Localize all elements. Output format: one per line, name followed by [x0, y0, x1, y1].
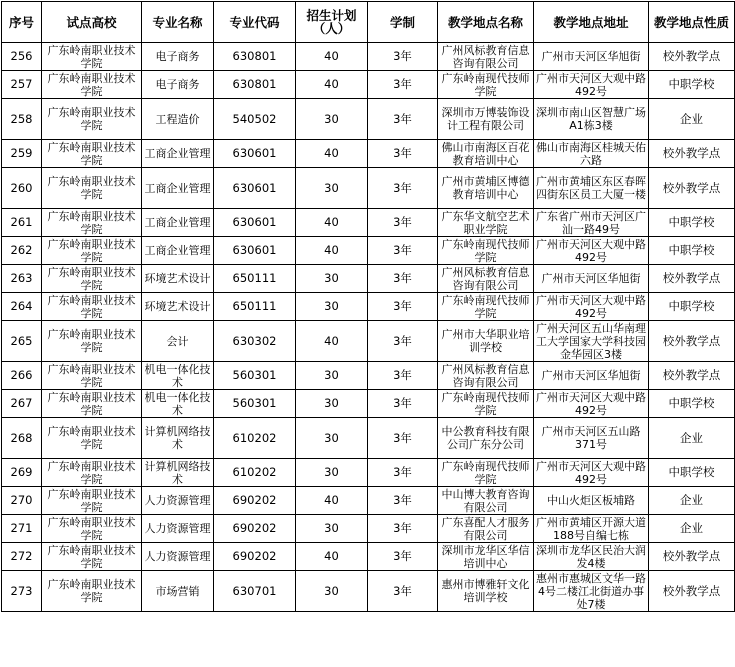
cell-duration: 3年	[368, 71, 438, 99]
cell-major: 人力资源管理	[142, 543, 214, 571]
cell-site-name: 广州市黄埔区博德教育培训中心	[438, 168, 534, 209]
cell-duration: 3年	[368, 515, 438, 543]
cell-major: 工商企业管理	[142, 237, 214, 265]
cell-enrollment-plan: 30	[296, 515, 368, 543]
table-row	[2, 140, 735, 168]
cell-duration: 3年	[368, 99, 438, 140]
cell-site-address: 深圳市南山区智慧广场A1栋3楼	[534, 99, 649, 140]
cell-duration: 3年	[368, 390, 438, 418]
cell-site-name: 广州风标教育信息咨询有限公司	[438, 265, 534, 293]
header-university: 试点高校	[42, 2, 142, 43]
cell-duration: 3年	[368, 418, 438, 459]
cell-site-address: 广州市天河区大观中路492号	[534, 459, 649, 487]
cell-major-code: 610202	[214, 459, 296, 487]
cell-site-address: 广州市黄埔区东区春晖四街东区员工大厦一楼	[534, 168, 649, 209]
cell-major-code: 540502	[214, 99, 296, 140]
cell-enrollment-plan: 30	[296, 459, 368, 487]
cell-site-name: 广东岭南现代技师学院	[438, 71, 534, 99]
cell-site-type: 校外教学点	[649, 168, 735, 209]
header-site-type: 教学地点性质	[649, 2, 735, 43]
program-table	[1, 1, 735, 612]
cell-major-code: 690202	[214, 543, 296, 571]
cell-site-name: 广东华文航空艺术职业学院	[438, 209, 534, 237]
table-row	[2, 209, 735, 237]
cell-enrollment-plan: 40	[296, 209, 368, 237]
cell-major: 机电一体化技术	[142, 362, 214, 390]
cell-major: 电子商务	[142, 43, 214, 71]
cell-site-address: 深圳市龙华区民治大润发4楼	[534, 543, 649, 571]
cell-duration: 3年	[368, 209, 438, 237]
cell-major-code: 690202	[214, 515, 296, 543]
cell-site-type: 校外教学点	[649, 321, 735, 362]
header-site-name: 教学地点名称	[438, 2, 534, 43]
cell-major: 人力资源管理	[142, 487, 214, 515]
header-duration: 学制	[368, 2, 438, 43]
table-row	[2, 390, 735, 418]
cell-enrollment-plan: 40	[296, 71, 368, 99]
table-row	[2, 99, 735, 140]
cell-university: 广东岭南职业技术学院	[42, 71, 142, 99]
cell-university: 广东岭南职业技术学院	[42, 140, 142, 168]
cell-site-address: 广州市天河区大观中路492号	[534, 390, 649, 418]
cell-major-code: 630302	[214, 321, 296, 362]
cell-site-name: 深圳市万博装饰设计工程有限公司	[438, 99, 534, 140]
cell-site-type: 企业	[649, 418, 735, 459]
cell-enrollment-plan: 30	[296, 293, 368, 321]
table-row	[2, 487, 735, 515]
cell-site-address: 广州市黄埔区开源大道188号自编七栋	[534, 515, 649, 543]
cell-major: 人力资源管理	[142, 515, 214, 543]
table-row	[2, 459, 735, 487]
cell-seq: 256	[2, 43, 42, 71]
cell-site-type: 企业	[649, 99, 735, 140]
cell-major: 工商企业管理	[142, 140, 214, 168]
cell-major: 环境艺术设计	[142, 265, 214, 293]
cell-seq: 273	[2, 571, 42, 612]
header-major-code: 专业代码	[214, 2, 296, 43]
cell-site-name: 广东岭南现代技师学院	[438, 237, 534, 265]
cell-university: 广东岭南职业技术学院	[42, 209, 142, 237]
cell-enrollment-plan: 40	[296, 487, 368, 515]
cell-site-name: 广州风标教育信息咨询有限公司	[438, 43, 534, 71]
header-row	[2, 2, 735, 43]
header-enrollment-plan: 招生计划（人）	[296, 2, 368, 43]
cell-site-type: 校外教学点	[649, 543, 735, 571]
table-row	[2, 168, 735, 209]
cell-seq: 268	[2, 418, 42, 459]
cell-enrollment-plan: 40	[296, 140, 368, 168]
cell-seq: 267	[2, 390, 42, 418]
cell-enrollment-plan: 30	[296, 571, 368, 612]
cell-site-type: 中职学校	[649, 459, 735, 487]
cell-site-address: 广州天河区五山华南理工大学国家大学科技园金华园区3楼	[534, 321, 649, 362]
cell-site-address: 广州市天河区华旭街	[534, 362, 649, 390]
cell-site-address: 佛山市南海区桂城天佑六路	[534, 140, 649, 168]
cell-site-name: 中山博大教育咨询有限公司	[438, 487, 534, 515]
cell-university: 广东岭南职业技术学院	[42, 321, 142, 362]
cell-site-address: 广州市天河区大观中路492号	[534, 71, 649, 99]
cell-major-code: 630701	[214, 571, 296, 612]
cell-major-code: 630801	[214, 71, 296, 99]
cell-university: 广东岭南职业技术学院	[42, 265, 142, 293]
cell-university: 广东岭南职业技术学院	[42, 459, 142, 487]
cell-duration: 3年	[368, 459, 438, 487]
cell-major-code: 630601	[214, 237, 296, 265]
cell-site-type: 校外教学点	[649, 571, 735, 612]
cell-enrollment-plan: 30	[296, 362, 368, 390]
cell-site-type: 企业	[649, 515, 735, 543]
cell-university: 广东岭南职业技术学院	[42, 390, 142, 418]
cell-duration: 3年	[368, 571, 438, 612]
cell-site-name: 深圳市龙华区华信培训中心	[438, 543, 534, 571]
cell-major-code: 650111	[214, 265, 296, 293]
cell-site-name: 广东岭南现代技师学院	[438, 459, 534, 487]
cell-site-name: 惠州市博雅轩文化培训学校	[438, 571, 534, 612]
cell-seq: 259	[2, 140, 42, 168]
cell-duration: 3年	[368, 43, 438, 71]
cell-site-name: 佛山市南海区百花教育培训中心	[438, 140, 534, 168]
table-row	[2, 265, 735, 293]
cell-seq: 257	[2, 71, 42, 99]
cell-site-type: 校外教学点	[649, 43, 735, 71]
cell-major-code: 560301	[214, 390, 296, 418]
cell-university: 广东岭南职业技术学院	[42, 43, 142, 71]
cell-major: 机电一体化技术	[142, 390, 214, 418]
table-row	[2, 321, 735, 362]
cell-duration: 3年	[368, 362, 438, 390]
cell-site-name: 广东喜配人才服务有限公司	[438, 515, 534, 543]
table-row	[2, 543, 735, 571]
cell-seq: 264	[2, 293, 42, 321]
cell-site-address: 广州市天河区华旭街	[534, 43, 649, 71]
table-row	[2, 293, 735, 321]
cell-major: 工商企业管理	[142, 209, 214, 237]
cell-site-type: 校外教学点	[649, 362, 735, 390]
cell-major: 计算机网络技术	[142, 418, 214, 459]
cell-duration: 3年	[368, 140, 438, 168]
cell-site-address: 广州市天河区大观中路492号	[534, 237, 649, 265]
cell-major-code: 610202	[214, 418, 296, 459]
cell-major: 电子商务	[142, 71, 214, 99]
cell-site-name: 广东岭南现代技师学院	[438, 390, 534, 418]
header-site-address: 教学地点地址	[534, 2, 649, 43]
cell-site-name: 广州市大华职业培训学校	[438, 321, 534, 362]
table-body	[2, 43, 735, 612]
cell-seq: 265	[2, 321, 42, 362]
table-row	[2, 237, 735, 265]
cell-site-type: 中职学校	[649, 390, 735, 418]
cell-duration: 3年	[368, 321, 438, 362]
cell-major-code: 630601	[214, 140, 296, 168]
cell-site-type: 校外教学点	[649, 140, 735, 168]
cell-university: 广东岭南职业技术学院	[42, 237, 142, 265]
cell-university: 广东岭南职业技术学院	[42, 515, 142, 543]
cell-enrollment-plan: 30	[296, 418, 368, 459]
cell-seq: 263	[2, 265, 42, 293]
cell-major: 会计	[142, 321, 214, 362]
cell-seq: 260	[2, 168, 42, 209]
cell-site-address: 广州市天河区华旭街	[534, 265, 649, 293]
cell-enrollment-plan: 40	[296, 237, 368, 265]
cell-enrollment-plan: 30	[296, 265, 368, 293]
cell-seq: 262	[2, 237, 42, 265]
cell-university: 广东岭南职业技术学院	[42, 418, 142, 459]
table-row	[2, 515, 735, 543]
cell-site-address: 广州市天河区大观中路492号	[534, 293, 649, 321]
cell-seq: 266	[2, 362, 42, 390]
cell-site-address: 中山火炬区板埔路	[534, 487, 649, 515]
cell-enrollment-plan: 40	[296, 43, 368, 71]
cell-university: 广东岭南职业技术学院	[42, 362, 142, 390]
cell-site-name: 广州风标教育信息咨询有限公司	[438, 362, 534, 390]
cell-site-type: 中职学校	[649, 237, 735, 265]
cell-site-type: 企业	[649, 487, 735, 515]
cell-seq: 269	[2, 459, 42, 487]
cell-enrollment-plan: 30	[296, 168, 368, 209]
cell-site-name: 中公教育科技有限公司广东分公司	[438, 418, 534, 459]
cell-university: 广东岭南职业技术学院	[42, 293, 142, 321]
cell-seq: 261	[2, 209, 42, 237]
cell-duration: 3年	[368, 487, 438, 515]
header-major: 专业名称	[142, 2, 214, 43]
cell-major-code: 630601	[214, 168, 296, 209]
cell-seq: 271	[2, 515, 42, 543]
cell-major: 工程造价	[142, 99, 214, 140]
table-row	[2, 418, 735, 459]
cell-enrollment-plan: 30	[296, 390, 368, 418]
cell-major: 市场营销	[142, 571, 214, 612]
cell-duration: 3年	[368, 168, 438, 209]
header-seq: 序号	[2, 2, 42, 43]
cell-major: 工商企业管理	[142, 168, 214, 209]
cell-seq: 272	[2, 543, 42, 571]
cell-enrollment-plan: 40	[296, 543, 368, 571]
cell-major: 计算机网络技术	[142, 459, 214, 487]
cell-seq: 270	[2, 487, 42, 515]
cell-major-code: 650111	[214, 293, 296, 321]
cell-major-code: 630801	[214, 43, 296, 71]
cell-site-address: 广东省广州市天河区广汕一路49号	[534, 209, 649, 237]
cell-site-address: 惠州市惠城区文华一路4号二楼江北街道办事处7楼	[534, 571, 649, 612]
cell-seq: 258	[2, 99, 42, 140]
cell-site-type: 中职学校	[649, 209, 735, 237]
cell-enrollment-plan: 40	[296, 321, 368, 362]
cell-duration: 3年	[368, 543, 438, 571]
cell-site-name: 广东岭南现代技师学院	[438, 293, 534, 321]
cell-university: 广东岭南职业技术学院	[42, 543, 142, 571]
table-row	[2, 71, 735, 99]
cell-site-type: 中职学校	[649, 71, 735, 99]
cell-duration: 3年	[368, 293, 438, 321]
cell-major-code: 690202	[214, 487, 296, 515]
cell-major-code: 630601	[214, 209, 296, 237]
cell-major-code: 560301	[214, 362, 296, 390]
cell-site-type: 校外教学点	[649, 265, 735, 293]
table-row	[2, 571, 735, 612]
cell-university: 广东岭南职业技术学院	[42, 571, 142, 612]
cell-duration: 3年	[368, 237, 438, 265]
cell-site-address: 广州市天河区五山路371号	[534, 418, 649, 459]
table-row	[2, 362, 735, 390]
cell-duration: 3年	[368, 265, 438, 293]
cell-university: 广东岭南职业技术学院	[42, 487, 142, 515]
cell-site-type: 中职学校	[649, 293, 735, 321]
cell-university: 广东岭南职业技术学院	[42, 168, 142, 209]
cell-major: 环境艺术设计	[142, 293, 214, 321]
table-row	[2, 43, 735, 71]
cell-university: 广东岭南职业技术学院	[42, 99, 142, 140]
cell-enrollment-plan: 30	[296, 99, 368, 140]
